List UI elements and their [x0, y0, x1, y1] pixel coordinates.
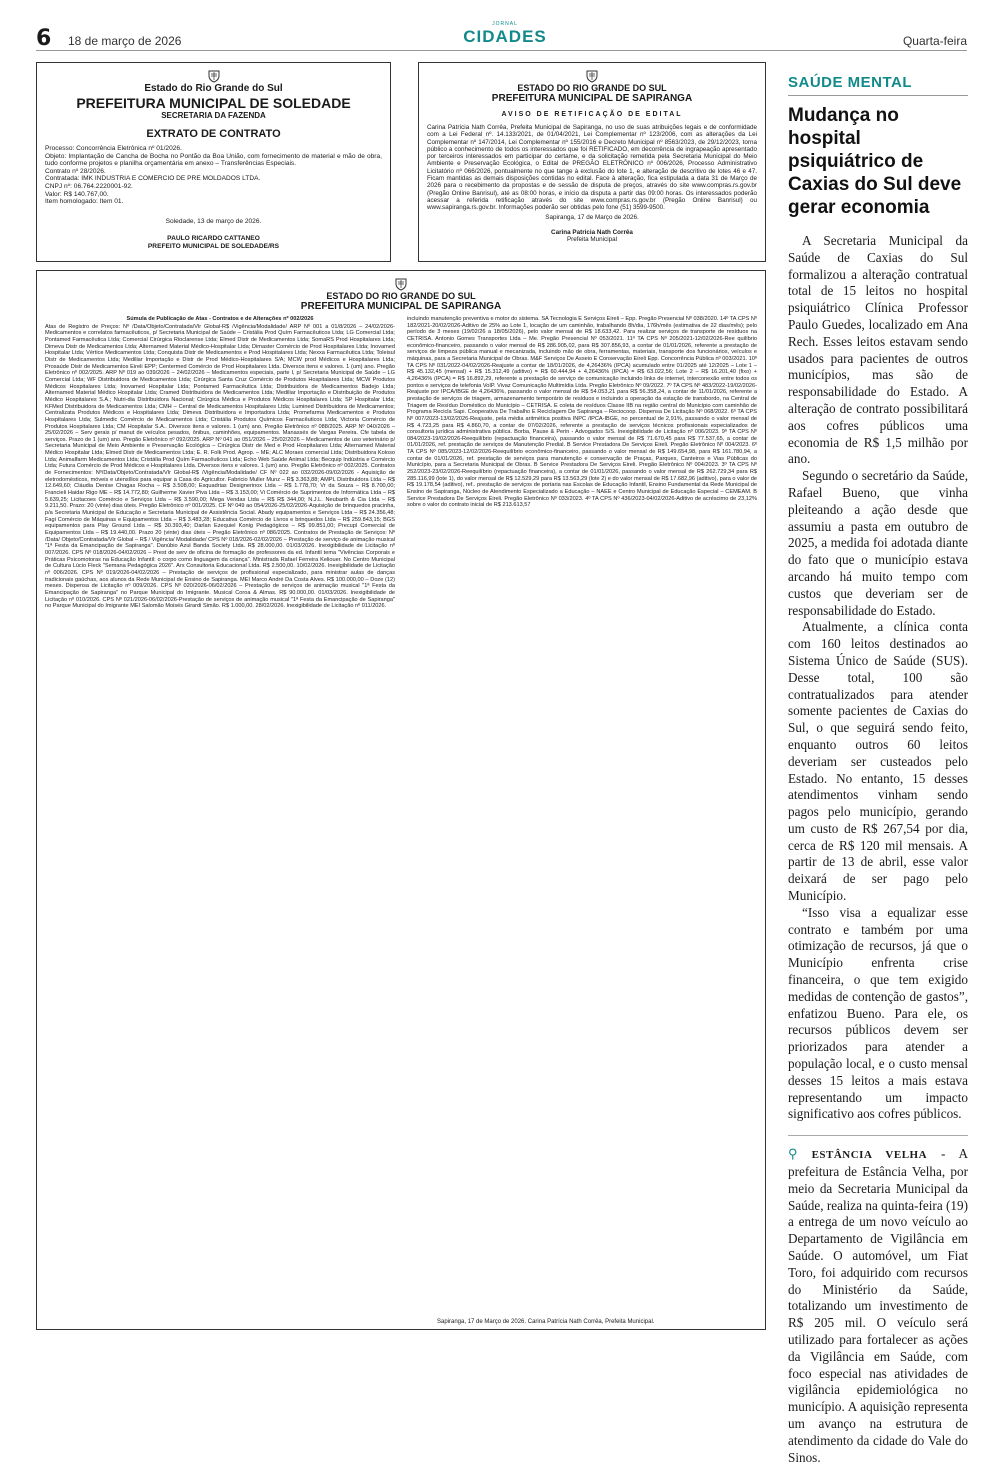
coat-of-arms-icon — [207, 69, 221, 83]
notice-state: Estado do Rio Grande do Sul — [144, 83, 283, 94]
notice-soledade — [36, 62, 391, 262]
notice-column-right — [407, 316, 757, 1321]
brand-small: JORNAL — [492, 21, 518, 27]
location-pin-icon: ⚲ — [788, 1146, 798, 1162]
notice-item: Item homologado: Item 01. — [45, 198, 124, 206]
header-rule — [36, 50, 967, 51]
article-divider — [788, 1135, 968, 1136]
notice-column-left — [45, 316, 395, 1321]
coat-of-arms-icon — [394, 277, 408, 291]
news-brief — [788, 1146, 968, 1466]
notice-columns — [45, 316, 757, 1321]
brief-place: ESTÂNCIA VELHA — [811, 1149, 928, 1162]
page-header — [0, 0, 1003, 51]
notice-place-date: Sapiranga, 17 de Março de 2026. — [545, 213, 639, 221]
notice-signer-role: PREFEITO MUNICIPAL DE SOLEDADE/RS — [147, 242, 280, 250]
brand-name: CIDADES — [463, 27, 547, 46]
notice-processo: Processo: Concorrência Eletrônica nº 01/2026. — [45, 145, 182, 152]
page-number: 6 — [36, 26, 52, 51]
article-column — [788, 62, 968, 1466]
notice-prefecture: PREFEITURA MUNICIPAL DE SAPIRANGA — [491, 93, 693, 104]
notice-column-text: incluindo manutenção preventiva e motor do sistema. SA Tecnologia E Serviços Eireli – Epp. Pregão Presencial Nº 038/2020. 14º TA CPS Nº 182/2021-20/02/2026-Aditivo de 25% ao Lote 1, locação de um caminhão, trabalhando 8h/dia, 176h/mês (estimativa de 22 dias/mês); pelo período de 3 meses (19/02/26 a 18/05/2026), pelo valor mensal de R$ 18.633,42. Para realizar serviços de transporte de resíduos na CETRISA. Antonio Gomes Transportes Ltda – Me. Pregão Presencial Nº 053/2021. 11º TA CPS Nº 205/2021-12/02/2026-Ree quilíbrio econômico-financeiro, passando o valor mensal de R$ 286.905,02, para R$ 307.856,93, a contar de 01/01/2026, referente a prestação de serviços de limpeza pública manual e mecanizada, incluindo mão de obra, ferramentas, materiais, transporte dos funcionários, veículos e máquinas, para a Secretaria Municipal de Obras. M&F Serviços De Asseio E Conservação Eireli Epp. Concorrência Pública nº 003/2021. 10º TA CPS Nº 031/2022-04/02/2026-Reajuste a contar de 18/01/2026, de 4,26436% (IPCA) acumulado entre 01/2025 até 12/2025 – Lote 1 – R$ 45.132,45 (mensal) + R$ 15.312,49 (aditivo) = R$ 60.444,94 + 4,26436% (IPCA) = R$ 63.022,56; Lote 2 – R$ 16.201,40 (fixo) + 4,26436% (IPCA) = R$ 16.892,29, referente a prestação de serviço de comunicação incluindo links de internet, interconexão entre todos os pontos e serviços de telefonia VoIP. Vivaz Comunicação Multimídia Ltda. Pregão Eletrônico Nº 09/2022. 7º TA CPS Nº 483/2022-19/02/2026-Reajuste por IPCA/IBGE de 4,26436%, passando o valor mensal de R$ 54.053,21 para R$ 56.358,24, a contar de 11/01/2026, referente a prestação de serviços de triagem, armazenamento temporário de resíduos e incluindo a operação da estação de transbordo, na Central de Triagem de Resíduo Doméstico do Município – CETRISA. E coleta de resíduos Classe IIB na região central do Município com caminhão de Programa Recicla Sapi. Cooperativa De Trabalho E Reciclagem De Sapiranga – Reciocoop. Dispensa De Licitação Nº 068/2022. 6º TA CPS Nº 007/2023-13/02/2026-Reajuste, pela média aritmética positiva INPC /IPCA-IBGE, no percentual de 2,91%, passando o valor mensal de R$ 4.723,25 para R$ 4.860,70, a contar de 07/02/2026, referente a prestação de serviços técnicos profissionais especializados de consultoria jurídica administrativa pública. Borba, Pause & Perin - Advogados S/S. Inexigibilidade de Licitação nº 006/2023. 9º TA CPS Nº 084/2023-19/02/2026-Reequilíbrio (repactuação financeira), passando o valor mensal de R$ 71.670,45 para R$ 77.537,65, a contar de 01/01/2026, ref. prestação de serviços de Manutenção Predial. B Service Prestadora De Serviços Eireli. Pregão Eletrônico Nº 004/2023. 6º TA CPS Nº 085/2023-12/02/2026-Reequilíbrio econômico-financeiro, passando o valor mensal de R$ 149.654,98, para R$ 161.780,94, a contar de 01/01/2026, ref. prestação de serviços para manutenção e conservação de Praças, Parques, Canteiros e Vias Públicas do Município, para a Secretaria Municipal de Obras. B Service Prestadora De Serviços Eireli. Pregão Eletrônico Nº 004/2023. 3º TA CPS Nº 252/2023-23/02/2026-Reequilíbrio (repactuação financeira), a contar de 01/01/2026, passando o valor mensal de R$ 262.729,34 para R$ 285.116,99 (lote 1), do valor mensal de R$ 12.529,29 para R$ 13.563,29 (lote 2) e do valor mensal de R$ 17.682,96 (aditivo), para o valor de R$ 19.178,54 (aditivo), ref.. prestação de serviços de portaria nas Escolas de Educação Infantil, Ensino Fundamental da Rede Municipal de Ensino de Sapiranga, Núcleo de Atendimento Especializado a Educação – NAEE e Centro Municipal de Educação Especial – CEMEAM. B Service Prestadora De Serviços Eireli. Pregão Eletrônico Nº 033/2023. 4º TA CPS Nº 436/2023-04/02/2026-Aditivo de acréscimo de 23,12% sobre o valor do contrato inicial de R$ 213.613,57 — [407, 316, 757, 509]
notice-signer: PAULO RICARDO CATTANEO — [167, 235, 260, 243]
notice-signer: Carina Patricia Nath Corrêa — [551, 228, 633, 236]
brief-text: - A prefeitura de Estância Velha, por meio da Secretaria Municipal da Saúde, realiza na quinta-feira (19) a entrega de um novo veículo ao Departamento de Vigilância em Saúde. O automóvel, um Fiat Toro, foi adquirido com recursos do Ministério da Saúde, totalizando um investimento de R$ 205 mil. O veículo será utilizado para fortalecer as ações da Vigilância em Saúde, com foco especial nas atividades de vigilância epidemiológica no município. A aquisição representa um avanço na estrutura de atendimento da cidade do Vale do Sinos. — [788, 1146, 969, 1465]
notice-state: ESTADO DO RIO GRANDE DO SUL — [326, 291, 476, 301]
notice-cnpj: CNPJ nº: 06.764.2220001-92. — [45, 182, 133, 190]
notice-prefecture: PREFEITURA MUNICIPAL DE SOLEDADE — [76, 95, 351, 111]
coat-of-arms-icon — [585, 69, 599, 83]
notice-contratada: Contratada: IMK INDUSTRIA E COMERCIO DE PRE MOLDADOS LTDA. — [45, 175, 261, 183]
notice-title: EXTRATO DE CONTRATO — [146, 128, 281, 140]
header-weekday: Quarta-feira — [902, 34, 967, 48]
article-headline: Mudança no hospital psiquiátrico de Caxias do Sul deve gerar economia — [788, 105, 962, 218]
notice-signer-role: Prefeita Municipal — [566, 236, 618, 244]
notice-body: Carina Patrícia Nath Corrêa, Prefeita Municipal de Sapiranga, no uso de suas atribuições legais e de conformidade com a Lei Federal nº. 14.133/2021, de 01/04/2021, Lei Complementar nº 123/2006, com as alterações da Lei Complementar nº 147/2014, Lei Complementar nº 155/2016 e Decreto Municipal nº 8563/2023, de 29/12/2023, torna público a conhecimento de todos os interessados que foi RETIFICADO, em decorrência de ingrapeação apresentado por terceiros interessados em participar do certame, e da solicitação remetida pela Secretaria Municipal do Meio Ambiente e Preservação Ecológica, o Edital de PREGÃO ELETRÔNICO nº 006/2026, Processo Administrativo Licitatório nº 066/2026, pontualmente no que tange à exclusão do lote 1, e alteração de descritivo de lotes 46 e 47. Ficam mantidas as demais disposições contidas no edital. Face à alteração, fica estipulada a data 31 de Março de 2026 para o recebimento da propostas e de sessão de disputa de preços, através do site www.compras.rs.gov.br (Pregão Online Banrisul), até as 08:00 horas, e início da disputa a partir das 09:00 horas. Os interessados poderão acessar a referida retificação através do site www.compras.rs.gov.br (Pregão Online Banrisul) ou www.sapiranga.rs.gov.br. Informações poderão ser obtidas pelo fone (51) 3599-9500. — [427, 124, 757, 212]
notice-objeto: Objeto: Implantação de Cancha de Bocha no Pontão da Boa União, com fornecimento de material e mão de obra, tudo conforme projetos e planilha orçamentária em anexo – Transferências Especiais. — [45, 152, 382, 168]
article-paragraph: Atualmente, a clínica conta com 160 leitos destinados ao Sistema Único de Saúde (SUS). Desse total, 100 são contratualizados para atender somente pacientes de Caxias do Sul, o que seguirá sendo feito, enquanto outros 60 leitos deveriam ser custeados pelo Estado. No entanto, 15 desses atendimentos vinham sendo pagos pelo município, gerando um custo de R$ 267,54 por dia, cerca de R$ 120 mil mensais. A partir de 13 de abril, esse valor deixará de ser pago pelo Município. — [788, 619, 968, 904]
notice-sapiranga-retificacao — [418, 62, 766, 262]
notice-title: AVISO DE RETIFICAÇÃO DE EDITAL — [501, 111, 683, 118]
article-paragraph: “Isso visa a equalizar esse contrato e também por uma otimização de recursos, já que o Município enfrenta crise financeira, o que tem exigido medidas de contenção de gastos”, enfatizou Bueno. Para ele, os recursos públicos devem ser priorizados para atender a população local, e o custo mensal desses 15 leitos a mais estava representando um impacto significativo aos cofres públicos. — [788, 904, 968, 1122]
notice-title: Súmula de Publicação de Atas - Contratos e de Alterações nº 002/2026 — [126, 316, 314, 322]
notice-column-text: Atas de Registro de Preços: Nº /Data/Objeto/Contratada/Vlr Global-R$ /Vigência/Modalidade/ ARP Nº 001 a 01/8/2026 – 24/02/2026-Medicamentos e correlatos farmacêuticos, p/ Secretaria Municipal de Saúde – Cristália Prod Quím Farmacêuticos Ltda; LG Comercial Ltda; Pontamed Farmacêutica Ltda; Comercial Cirúrgica Rioclarense Ltda; Elmed Distr de Medicamentos Ltda; SomaRS Prod Hospitalares Ltda; Dimeva Distr de Medicamentos Ltda; Alternamed Material Médico-Hospitalar Ltda; Dimaster Comércio de Prod Hospitalares Ltda; Inovamed Hospitalar Ltda; Vértice Medicamentos Ltda; Conquista Distr de Medicamentos e Prod Hospitalares Ltda; Nexxa Farmacêutica Ltda; Toleisul Distr de Medicamentos Ltda; Mediliar Importação e Distr de Prod Médico-Hospitalares S/A; MCW prod Médicos e Hospitalares Ltda; Prosaúde Distr de Medicamentos Eireli EPP; Centermed Comércio de Prod Hospitalares Ltda. Diversos itens e valores. 1 (um) ano. Pregão Eletrônico nº 002/2025. ARP Nº 019 ao 039/2026 – 24/02/2026 – Medicamentos especiais, parte I, p/ Secretaria Municipal de Saúde – LG Comercial Ltda; WF Distribuidora de Medicamentos Ltda; Cirúrgica Santa Cruz Comércio de Produtos Hospitalares Ltda; MCW Produtos Médicos Hospitalares Ltda; Inovamed Hospitalar Ltda; Pontamed Farmacêutica Ltda; Distribuidora de Medicamentos Badejo Ltda; Alternamed Material Médico Hospitalar Ltda; Cramed Distribuidora de Medicamentos Ltda; Mediliar Importação e Distribuição de Produtos Médico Hospitalares S.A.; Nutri-dia Distribuidora Nacional; Cirúrgica Médica e Produtos Médicos Hospitalares Ltda; SP Hospitalar Ltda; KFMed Distribuidora de Medicamentos Ltda; CMH – Central de Medicamentos Hospitalares Ltda; Lumined Distribuidora de Medicamentos; Centralizata Produtos Médicos e Hospitalares Ltda; Dimeva Distribuidora e Importadora Ltda; Promefarma Medicamentos e Produtos Hospitalares Ltda; Sulmedic Comércio de Medicamentos Ltda; Cristália Produtos Químicos Farmacêuticos Ltda; Victoria Comércio de Produtos Hospitalares Ltda; CM Hospitalar S.A.. Diversos itens e valores. 1 (um) ano. Pregão Eletrônico nº 088/2025. ARP Nº 040/2026 – 25/02/2026 – Serv gerais p/ manut de veículos pesados, ônibus, caminhões, equipamentos. Manassés de Vargas Pereira. Cfe tabela de serviços. Prazo de 1 (um) ano. Pregão Eletrônico nº 092/2025. ARP Nº 041 ao 051/2026 – 25/02/2026 – Medicamentos de uso veterinário p/ Secretaria Municipal de Meio Ambiente e Preservação Ecológica – Cirúrgica Distr de Med e Prod Hospitalares Ltda; Alternamed Material Médico Hospitalar Ltda; Elmed Distr de Medicamentos Ltda; E. R. Folk Prod. Agrop. – ME; ALC Moraes comercial Ltda; Distribuidora Koloso Ltda; Animalfarm Medicamentos Ltda; Cristália Prod Quím Farmacêuticos Ltda; Echo Web Saúde Animal Ltda; Becquip Indústria e Comércio Ltda; Futura Comércio de Prod Médicos e Hospitalares Ltda. Diversos itens e valores. 1 (um) ano. Pregão Eletrônico nº 002/2025. Contratos de Fornecimentos: Nº/Data/Objeto/Contratada/Vlr Global-R$ /Vigência/Modalidade/ CF Nº 022 ao 032/2026-09/02/2026 - Aquisição de eletrodomésticos, móveis e utensílios para equipar a Casa do Agricultor. Fabricio Muller Munz – R$ 3.363,88; AMPL Distribuidora Ltda – R$ 12.649,60; Cláudia Denise Chagas Rocha – R$ 3.508,00; Esquadrias Designerinox Ltda – R$ 1.778,70; Vr da Souza – R$ 8.700,00; Francieli Haidar Rigo ME – R$ 14.772,80; Guilherme Xavier Piva Ltda – R$ 3.153,00; Vi Comércio de Suprimentos de Informática Ltda – R$ 5.639,25; Licitacoes Comércio e Serviços Ltda – R$ 3.590,00; Mega Vendas Ltda – R$ R$ 344,00; N.J.L. Neubarth & Cia Ltda – R$ 9.211,50. Prazo: 20 (vinte) dias úteis. Pregão Eletrônico nº 001/2025. CF Nº 049 ao 054/2026-25/02/2026-Aquisição de brinquedos pracinha, p/a Secretaria Municipal de Educação e Secretaria Municipal de Assistência Social. Abady equipamentos e Serviços Ltda – R$ 24.356,48; Fagi Comércio de Máquinas e Equipamentos Ltda – R$ 3.483,28; Educativa Comércio de Livros e brinquedos Ltda – R$ 259.843,15; BGS equipamentos para Play Ground Ltda – R$ 30.393,40; Darlan Ezequiel Konig Pedagógicos – R$ 99.851,00; Precupl Comercial de Equipamentos Ltda – R$ 19.440,00. Prazo 20 (vinte) dias úteis – Pregão Eletrônico nº 086/2025. Contratos de Prestação de Serviços: Nº /Data/ Objeto/Contratada/Vlr Global – R$ / Vigência/ Modalidade/ CPS Nº 018/2026-02/02/2026 – Prestação de serviço de animação musical "1ª Festa da Emancipação de Sapiranga". Danúbio Azul Banda Society Ltda. R$ 28.000,00. 01/03/2026. Inexigibilidade de Licitação nº 007/2026. CPS Nº 018/2026-04/02/2026 – Prest de serv de oficina de formação de professores da ed. Infantil tema "Vivências Corporais e Práticas Psicomotoras na Educação Infantil: o corpo como linguagem da criança". Ministrada Rafael Ferreira Keliouer. No Centro Municipal de Cultura Lúcio Fleck "Semana Pedagógica 2026". Arx Consultoria Educacional Ltda. R$ 2.500,00. 10/02/2026. Inexigibilidade de Licitação nº 006/2026. CPS Nº 019/2026-04/02/2026 – Prestação de serviços de profissional especializado, para ministrar aulas de danças tradicionais gaúchas, aos alunos da Rede Municipal de Ensino de Sapiranga. MEI Marco André Da Costa Alves. R$ 100.000,00 – Doze (12) meses. Dispensa de Licitação nº 009/2026. CPS Nº 020/2026-06/02/2026 – Prestação de serviços de animação musical "1ª Festa da Emancipação de Sapiranga" no Parque Municipal do Imigrante. Musical Coroa & Almas. R$ 90.000,00. 01/03/2026. Inexigibilidade de Licitação nº 010/2026. CPS Nº 021/2026-06/02/2026-Prestação de serviços de animação musical "1ª Festa da Emancipação de Sapiranga" no Parque Municipal do Imigrante MEI Salomão Moisés Girardi Simão. R$ 1.000,00. 28/02/2026. Inexigibilidade de Licitação nº 011/2026. — [45, 323, 395, 610]
article-kicker: SAÚDE MENTAL — [788, 74, 968, 96]
newspaper-logo — [450, 21, 560, 46]
notice-state: ESTADO DO RIO GRANDE DO SUL — [517, 83, 667, 93]
header-date: 18 de março de 2026 — [68, 34, 182, 48]
notice-valor: Valor: R$ 140.767,00. — [45, 190, 109, 198]
article-paragraph: Segundo o secretário da Saúde, Rafael Bueno, que vinha pleiteando a ação desde que assumiu a pasta em outubro de 2025, a medida foi adotada diante do fato que o município estava arcando há muito tempo com custos que deveriam ser de responsabilidade do Estado. — [788, 468, 968, 618]
notice-secretariat: SECRETARIA DA FAZENDA — [161, 111, 266, 120]
notice-signature-line: Sapiranga, 17 de Março de 2026. Carina Patrícia Nath Corrêa, Prefeita Municipal. — [437, 1319, 655, 1325]
notice-place-date: Soledade, 13 de março de 2026. — [165, 217, 262, 225]
article-body — [788, 233, 968, 1123]
article-paragraph: A Secretaria Municipal da Saúde de Caxias do Sul formalizou a alteração contratual total de 15 leitos no hospital psiquiátrico Clínica Professor Paulo Guedes, localizado em Ana Rech. Esses leitos estavam sendo usados para pacientes de outros municípios, mas são de responsabilidade do Estado. A alteração de contrato possibilitará aos cofres públicos uma economia de R$ 1,5 milhão por ano. — [788, 233, 968, 467]
notice-sapiranga-sumula — [36, 270, 766, 1330]
notice-prefecture: PREFEITURA MUNICIPAL DE SAPIRANGA — [300, 301, 502, 312]
notice-contrato: Contrato nº 28/2026. — [45, 167, 106, 175]
